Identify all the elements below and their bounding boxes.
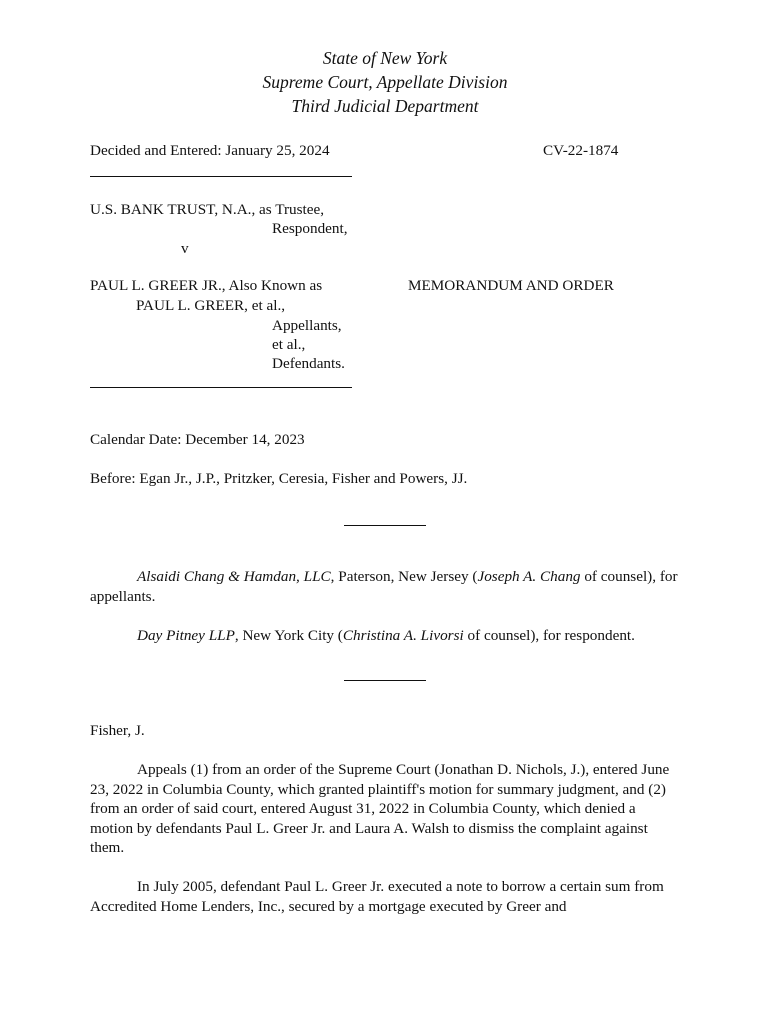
versus: v	[181, 240, 189, 257]
appellants-firm: Alsaidi Chang & Hamdan, LLC	[137, 568, 331, 585]
respondent-attorney: Christina A. Livorsi	[342, 627, 464, 644]
paragraph-1-text: Appeals (1) from an order of the Supreme Court (Jonathan D. Nichols, J.), entered June 23, 2022 in Columbia County, which granted plaintiff's motion for summary judgment, and (2) from an order of said court, entered August 31, 2022 in Columbia County, which denied a motion by defendants Paul L. Greer Jr. and Laura A. Walsh to dismiss the complaint against them.	[90, 761, 670, 856]
opinion-author: Fisher, J.	[90, 722, 145, 739]
appellants-attorney: Joseph A. Chang	[477, 568, 581, 585]
defendant-aka: PAUL L. GREER, et al.,	[136, 297, 286, 314]
court-state: State of New York	[322, 48, 448, 68]
court-department: Third Judicial Department	[291, 96, 479, 116]
appellants-role: Appellants,	[272, 317, 342, 334]
defendant-name: PAUL L. GREER JR., Also Known as	[90, 277, 323, 294]
opinion-paragraph-1	[90, 760, 682, 858]
decided-date: Decided and Entered: January 25, 2024	[90, 142, 330, 159]
appellants-location: , Paterson, New Jersey (	[330, 568, 478, 585]
separator-rule-2	[344, 680, 426, 681]
respondent-location: , New York City (	[234, 627, 343, 644]
caption-top-rule	[90, 176, 352, 177]
paragraph-2-text: In July 2005, defendant Paul L. Greer Jr. executed a note to borrow a certain sum from Accredited Home Lenders, Inc., secured by a mortgage executed by Greer and	[90, 878, 664, 915]
calendar-date: Calendar Date: December 14, 2023	[90, 431, 305, 448]
order-type: MEMORANDUM AND ORDER	[408, 277, 614, 294]
respondent-counsel	[90, 626, 682, 646]
court-name: Supreme Court, Appellate Division	[262, 72, 508, 92]
separator-rule-1	[344, 525, 426, 526]
caption-bottom-rule	[90, 387, 352, 388]
panel-before: Before: Egan Jr., J.P., Pritzker, Ceresia, Fisher and Powers, JJ.	[90, 470, 468, 487]
appellants-suffix: of counsel), for appellants.	[90, 568, 678, 605]
respondent-firm: Day Pitney LLP	[137, 627, 235, 644]
plaintiff-role: Respondent,	[272, 220, 348, 237]
respondent-suffix: of counsel), for respondent.	[463, 627, 635, 644]
appellants-counsel	[90, 567, 682, 606]
plaintiff-name: U.S. BANK TRUST, N.A., as Trustee,	[90, 201, 325, 218]
case-number: CV-22-1874	[543, 142, 619, 159]
defendants-role: Defendants.	[272, 355, 345, 372]
et-al: et al.,	[272, 336, 306, 353]
opinion-paragraph-2	[90, 877, 682, 916]
